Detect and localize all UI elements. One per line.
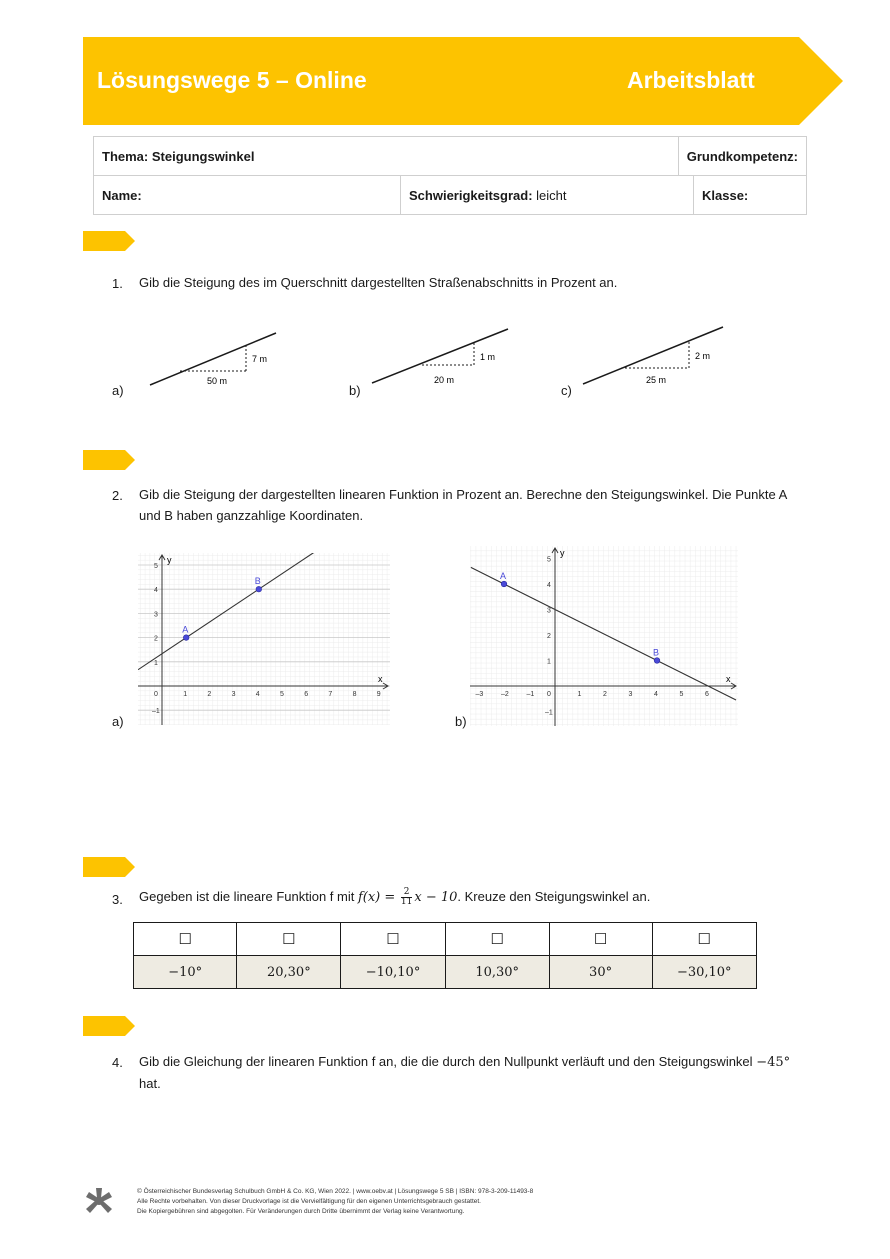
data-point xyxy=(183,635,189,641)
fraction-numerator: 2 xyxy=(401,888,412,898)
thema-cell xyxy=(94,137,679,176)
x-tick-label: 1 xyxy=(577,691,582,698)
x-tick-label: 3 xyxy=(231,691,236,698)
y-tick-label: 5 xyxy=(154,563,158,570)
y-axis-label: y xyxy=(560,548,565,558)
task3-text xyxy=(139,886,799,908)
document-type: Arbeitsblatt xyxy=(627,67,755,93)
footer-text xyxy=(137,1187,533,1217)
x-tick-label: 4 xyxy=(654,691,658,698)
x-tick-label: 2 xyxy=(207,691,212,698)
task3-number: 3. xyxy=(112,892,123,907)
point-label: B xyxy=(254,576,261,587)
x-tick-label: –1 xyxy=(526,691,535,698)
task1-b-horizontal: 20 m xyxy=(434,375,455,385)
x-tick-label: 2 xyxy=(603,691,607,698)
task3-text-after: . Kreuze den Steigungswinkel an. xyxy=(457,889,651,904)
angle-choice-table xyxy=(133,922,757,989)
x-tick-label: 6 xyxy=(304,691,309,698)
x-tick-label: 0 xyxy=(154,691,158,698)
task4-angle: −45° xyxy=(756,1055,791,1070)
footer-line-3: Die Kopiergebühren sind abgegolten. Für Veränderungen durch Dritte übernimmt der Verlag keine Verantwortung. xyxy=(137,1208,465,1215)
task1-a-label: a) xyxy=(112,383,124,398)
x-tick-label: 6 xyxy=(705,691,709,698)
difficulty-value: leicht xyxy=(536,187,567,203)
graph-a xyxy=(138,553,390,725)
task4-text-main: Gib die Gleichung der linearen Funktion f an, die die durch den Nullpunkt verläuft und den Steigungswinkel xyxy=(139,1054,753,1069)
checkbox-option-2[interactable]: ☐ xyxy=(237,923,341,956)
klasse-cell xyxy=(694,176,807,215)
footer-line-1: © Österreichischer Bundesverlag Schulbuch GmbH & Co. KG, Wien 2022. | www.oebv.at | Lösungswege 5 SB | ISBN: 978-3-209-11493-8 xyxy=(137,1188,534,1195)
grundkompetenz-label: Grundkompetenz: xyxy=(686,148,798,164)
checkbox-option-5[interactable]: ☐ xyxy=(549,923,652,956)
y-axis-label: y xyxy=(167,555,172,565)
x-tick-label: 4 xyxy=(255,691,260,698)
x-tick-label: 5 xyxy=(280,691,284,698)
y-tick-label: 1 xyxy=(154,659,158,667)
point-label: A xyxy=(182,624,189,635)
task1-a-vertical: 7 m xyxy=(252,354,268,364)
task1-c-horizontal: 25 m xyxy=(646,375,667,385)
option-value-2: 20,30° xyxy=(237,956,341,989)
slope-diagram-c xyxy=(573,320,733,390)
y-tick-label: –1 xyxy=(152,708,160,716)
y-tick-label: 4 xyxy=(154,587,158,595)
data-point xyxy=(501,581,507,587)
x-tick-label: 7 xyxy=(328,691,333,698)
slope-diagram-a xyxy=(140,325,290,390)
grundkompetenz-cell xyxy=(678,137,806,176)
task3-text-before: Gegeben ist die lineare Funktion f mit xyxy=(139,889,355,904)
x-tick-label: 9 xyxy=(376,691,381,698)
task1-b-label: b) xyxy=(349,383,361,398)
task1-c-label: c) xyxy=(561,383,572,398)
task1-text: Gib die Steigung des im Querschnitt dargestellten Straßenabschnitts in Prozent an. xyxy=(139,275,618,290)
fraction-denominator: 11 xyxy=(400,897,413,908)
info-table xyxy=(93,136,807,215)
x-tick-label: 5 xyxy=(679,691,684,698)
option-value-5: 30° xyxy=(549,956,652,989)
x-tick-label: 8 xyxy=(352,691,357,698)
checkbox-option-1[interactable]: ☐ xyxy=(134,923,237,956)
x-tick-label: 1 xyxy=(183,691,188,698)
data-point xyxy=(256,586,262,592)
task4-text-end: hat. xyxy=(139,1076,161,1091)
y-tick-label: –1 xyxy=(545,709,553,717)
page-title: Lösungswege 5 – Online xyxy=(97,67,367,93)
task3-formula-rhs: x − 10 xyxy=(414,890,458,905)
y-tick-label: 5 xyxy=(547,556,551,564)
option-value-1: −10° xyxy=(134,956,237,989)
thema-label: Thema: xyxy=(102,148,149,164)
x-tick-label: –2 xyxy=(501,691,509,698)
task1-a-horizontal: 50 m xyxy=(207,376,228,386)
task1-c-vertical: 2 m xyxy=(695,351,711,361)
y-tick-label: 2 xyxy=(547,633,551,640)
data-point xyxy=(654,658,660,664)
x-tick-label: 0 xyxy=(547,691,551,698)
oebv-star-icon xyxy=(84,1186,114,1216)
option-value-4: 10,30° xyxy=(445,956,549,989)
task2-a-label: a) xyxy=(112,714,124,729)
difficulty-label: Schwierigkeitsgrad: xyxy=(409,187,533,203)
task4-text xyxy=(139,1051,801,1094)
task2-text: Gib die Steigung der dargestellten linearen Funktion in Prozent an. Berechne den Steigungswinkel. Die Punkte A und B haben ganzzahlige Koordinaten. xyxy=(139,487,787,523)
x-tick-label: –3 xyxy=(475,691,484,698)
task2-number: 2. xyxy=(112,488,123,503)
difficulty-cell xyxy=(401,176,694,215)
point-label: B xyxy=(653,647,660,658)
task-marker xyxy=(83,450,135,470)
graph-b xyxy=(470,546,738,726)
checkbox-option-6[interactable]: ☐ xyxy=(652,923,757,956)
slope-diagram-b xyxy=(362,325,512,390)
thema-value: Steigungswinkel xyxy=(151,148,255,164)
y-tick-label: 1 xyxy=(547,658,551,666)
name-cell xyxy=(94,176,401,215)
task-marker xyxy=(83,231,135,251)
x-axis-label: x xyxy=(378,674,383,684)
task1-number: 1. xyxy=(112,276,123,291)
task3-formula-lhs: f(x) = xyxy=(357,890,396,905)
name-label: Name: xyxy=(102,187,142,203)
point-label: A xyxy=(500,571,507,581)
task2-b-label: b) xyxy=(455,714,467,729)
klasse-label: Klasse: xyxy=(702,187,749,203)
task3-fraction xyxy=(401,888,412,907)
y-tick-label: 2 xyxy=(154,635,158,643)
checkbox-option-3[interactable]: ☐ xyxy=(341,923,445,956)
y-tick-label: 3 xyxy=(547,607,551,615)
checkbox-option-4[interactable]: ☐ xyxy=(445,923,549,956)
option-value-3: −10,10° xyxy=(341,956,445,989)
task4-number: 4. xyxy=(112,1055,123,1070)
task-marker xyxy=(83,1016,135,1036)
task1-b-vertical: 1 m xyxy=(480,352,496,362)
footer-line-2: Alle Rechte vorbehalten. Von dieser Druckvorlage ist die Vervielfältigung für den eigenen Unterrichtsgebrauch gestattet. xyxy=(137,1198,481,1205)
y-tick-label: 4 xyxy=(547,582,551,589)
option-value-6: −30,10° xyxy=(652,956,757,989)
y-tick-label: 3 xyxy=(154,611,158,619)
x-axis-label: x xyxy=(726,674,731,684)
task-marker xyxy=(83,857,135,877)
x-tick-label: 3 xyxy=(628,691,633,698)
